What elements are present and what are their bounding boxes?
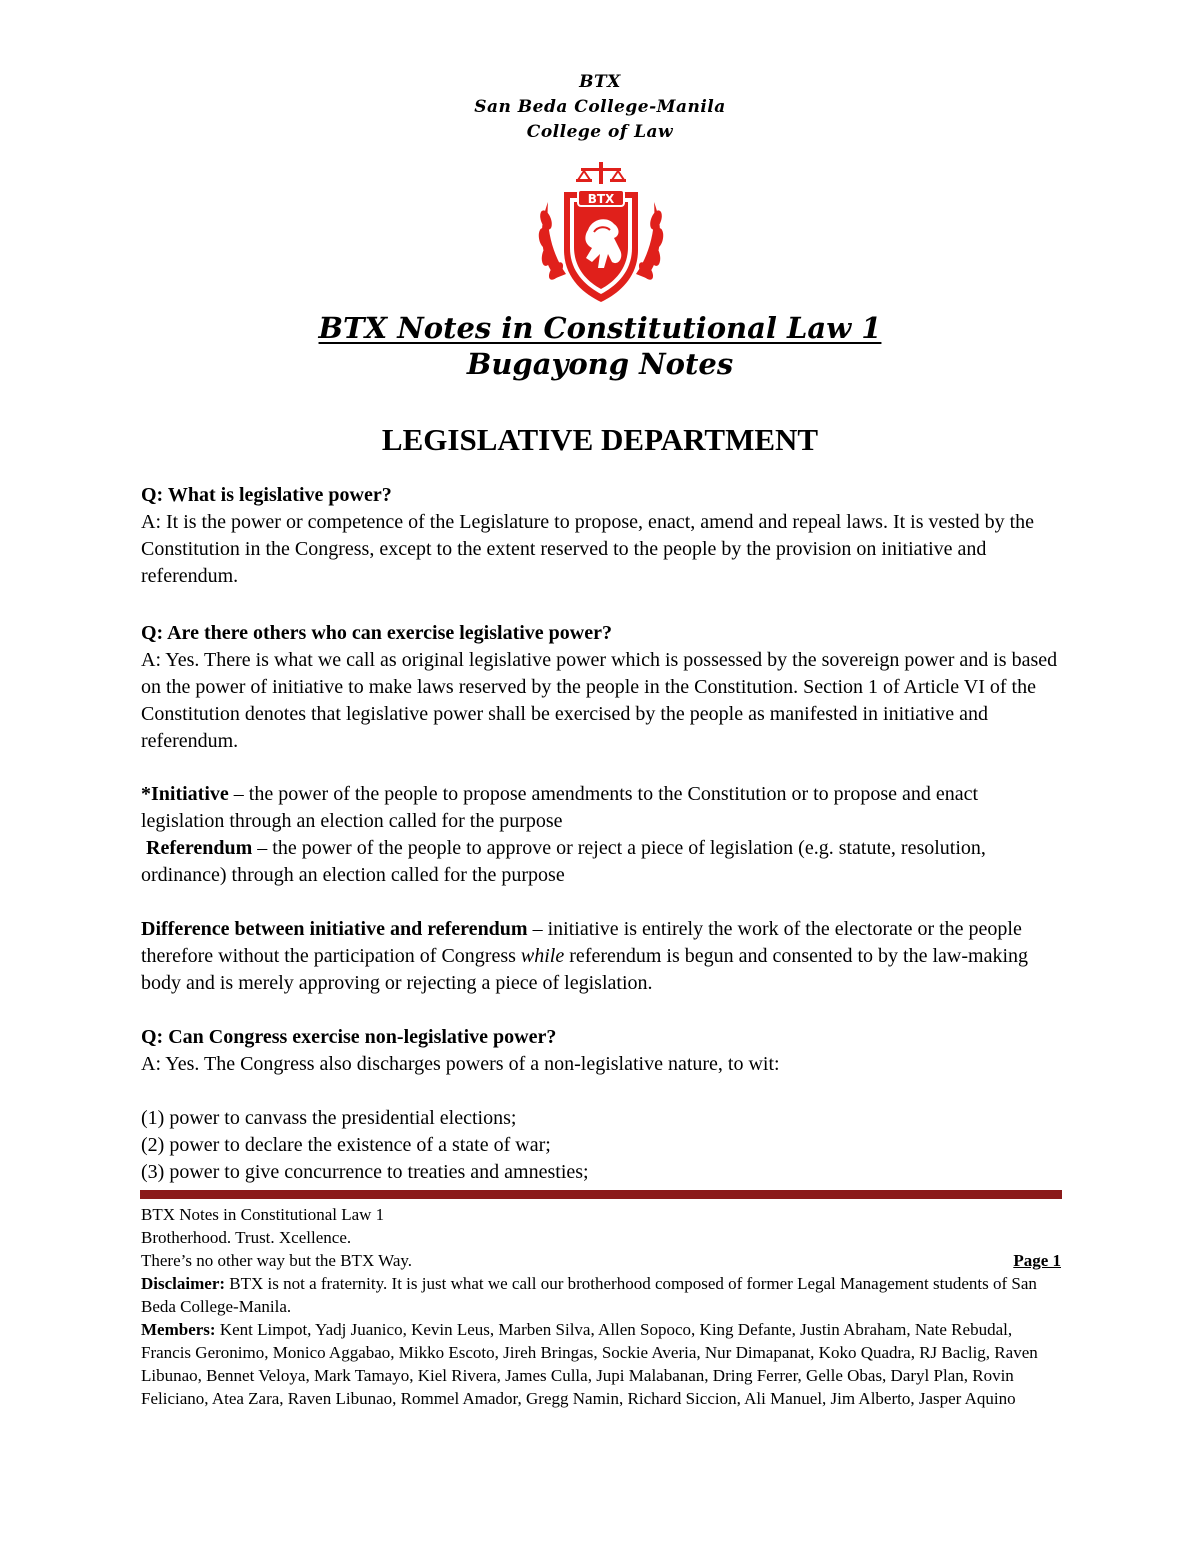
term: Referendum [146, 837, 253, 859]
footer-divider [140, 1190, 1062, 1199]
text-part-1: – initiative is entirely the work of the electorate or the people therefore without the participation of Congress [141, 918, 1022, 967]
college-name: College of Law [526, 122, 674, 142]
footer-row [141, 1249, 1061, 1272]
definition-text: – the power of the people to approve or reject a piece of legislation (e.g. statute, resolution, ordinance) through an election called for the purpose [141, 837, 986, 886]
definitions-block [141, 781, 1061, 889]
question: Q: What is legislative power? [141, 484, 392, 506]
definition-text: – the power of the people to propose amendments to the Constitution or to propose and enact legislation through an election called for the purpose [141, 783, 979, 832]
footer-line: Brotherhood. Trust. Xcellence. [141, 1228, 352, 1247]
answer: A: Yes. There is what we call as original legislative power which is possessed by the sovereign power and is based on the power of initiative to make laws reserved by the people in the Constitution. Section 1 of Article VI of the Constitution denotes that legislative power shall be exercised by the people as manifested in initiative and referendum. [141, 649, 1058, 752]
page-footer [141, 1203, 1061, 1410]
list-item: (1) power to canvass the presidential elections; [141, 1107, 517, 1129]
powers-list [141, 1105, 1061, 1186]
disclaimer [141, 1272, 1061, 1318]
list-item: (3) power to give concurrence to treaties and amnesties; [141, 1161, 589, 1183]
disclaimer-text: BTX is not a fraternity. It is just what we call our brotherhood composed of former Legal Management students of San Beda College-Manila. [141, 1274, 1037, 1316]
difference-block [141, 916, 1061, 997]
question: Q: Are there others who can exercise legislative power? [141, 622, 612, 644]
footer-line: BTX Notes in Constitutional Law 1 [141, 1205, 385, 1224]
referendum-definition [141, 835, 1061, 889]
section-heading: LEGISLATIVE DEPARTMENT [381, 422, 819, 457]
title-line-1: BTX Notes in Constitutional Law 1 [318, 311, 882, 345]
term: *Initiative [141, 783, 229, 805]
answer: A: Yes. The Congress also discharges powers of a non-legislative nature, to wit: [141, 1053, 780, 1075]
document-title [0, 310, 1200, 382]
italic-word: while [520, 945, 565, 967]
difference-paragraph [141, 916, 1061, 997]
members-label: Members: [141, 1320, 216, 1339]
list-item: (2) power to declare the existence of a state of war; [141, 1134, 551, 1156]
qa-block-1 [141, 482, 1061, 590]
initiative-definition [141, 781, 1061, 835]
document-header [0, 70, 1200, 145]
seal-text: BTX [587, 192, 615, 206]
page-number: Page 1 [1013, 1251, 1061, 1270]
question: Q: Can Congress exercise non-legislative power? [141, 1026, 557, 1048]
qa-block-2 [141, 620, 1061, 755]
footer-line: There’s no other way but the BTX Way. [141, 1251, 413, 1270]
answer: A: It is the power or competence of the Legislature to propose, enact, amend and repeal laws. It is vested by the Constitution in the Congress, except to the extent reserved to the people by the provision on initiative and referendum. [141, 511, 1035, 587]
disclaimer-label: Disclaimer: [141, 1274, 226, 1293]
school-name: San Beda College-Manila [474, 97, 726, 117]
members-text: Kent Limpot, Yadj Juanico, Kevin Leus, Marben Silva, Allen Sopoco, King Defante, Justin Abraham, Nate Rebudal, Francis Geronimo, Monico Aggabao, Mikko Escoto, Jireh Bringas, Sockie Averia, Nur Dimapanat, Koko Quadra, RJ Baclig, Raven Libunao, Bennet Veloya, Mark Tamayo, Kiel Rivera, James Culla, Jupi Malabanan, Dring Ferrer, Gelle Obas, Daryl Plan, Rovin Feliciano, Atea Zara, Raven Libunao, Rommel Amador, Gregg Namin, Richard Siccion, Ali Manuel, Jim Alberto, Jasper Aquino [141, 1320, 1038, 1408]
qa-block-3 [141, 1024, 1061, 1078]
title-line-2: Bugayong Notes [466, 347, 734, 381]
text-part-2: referendum is begun and consented to by the law-making body and is merely approving or rejecting a piece of legislation. [141, 945, 1028, 994]
org-name: BTX [579, 72, 621, 92]
term: Difference between initiative and referendum [141, 918, 528, 940]
crest-lion-icon [534, 158, 668, 308]
members [141, 1318, 1061, 1410]
